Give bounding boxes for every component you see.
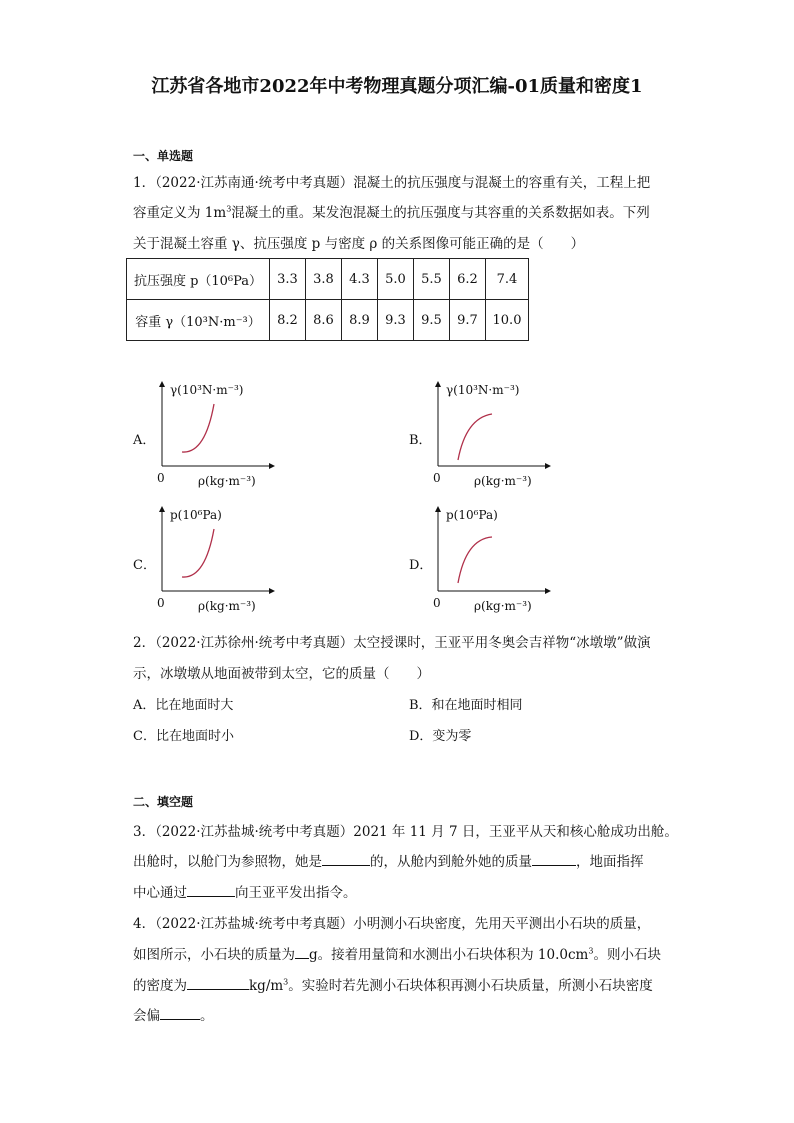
curve-concave-down [458, 414, 492, 460]
table-cell: 6.2 [450, 259, 486, 300]
q2-option-b[interactable]: B．和在地面时相同 [409, 698, 523, 713]
q4-line2: 如图所示，小石块的质量为 g。接着用量筒和水测出小石块体积为 $10.0cm^3$。则小石块 [133, 943, 661, 963]
blank-input[interactable] [160, 1005, 200, 1020]
q3-line2: 出舱时，以舱门为参照物，她是 的，从舱内到舱外她的质量 ，地面指挥 [133, 850, 644, 870]
section-heading-fill-blank: 二、填空题 [133, 795, 194, 809]
table-row [127, 259, 529, 300]
data-table [126, 258, 529, 341]
table-cell: 3.3 [270, 259, 306, 300]
x-axis-label: ρ(kg·m⁻³) [198, 599, 256, 613]
curve-concave-up [182, 404, 214, 452]
y-axis-label: p(10⁶Pa) [170, 508, 222, 522]
table-cell: 9.5 [414, 300, 450, 341]
q2-line1: 2．（2022·江苏徐州·统考中考真题）太空授课时，王亚平用冬奥会吉祥物“冰墩墩”做演 [133, 635, 651, 651]
origin-label: 0 [157, 471, 165, 485]
table-cell: 9.7 [450, 300, 486, 341]
blank-input[interactable] [187, 975, 249, 990]
x-axis-label: ρ(kg·m⁻³) [474, 474, 532, 488]
q4-line4: 会偏 。 [133, 1004, 214, 1024]
blank-input[interactable] [532, 851, 576, 866]
q1-line3: 关于混凝土容重 γ、抗压强度 p 与密度 ρ 的关系图像可能正确的是（ ） [133, 236, 585, 252]
option-d-graph[interactable] [426, 503, 556, 618]
curve-concave-up [182, 529, 214, 577]
q4-line3: 的密度为 $kg/m^3$。实验时若先测小石块体积再测小石块质量，所测小石块密度 [133, 974, 653, 994]
table-cell: 3.8 [306, 259, 342, 300]
option-b-label[interactable]: B． [409, 433, 432, 448]
blank-input[interactable] [322, 851, 370, 866]
option-d-label[interactable]: D． [409, 558, 433, 573]
option-b-graph[interactable] [426, 378, 556, 493]
q4-line1: 4．（2022·江苏盐城·统考中考真题）小明测小石块密度，先用天平测出小石块的质量， [133, 916, 651, 932]
origin-label: 0 [433, 471, 441, 485]
option-a-label[interactable]: A． [133, 433, 156, 448]
origin-label: 0 [157, 596, 165, 610]
section-heading-single-choice: 一、单选题 [133, 149, 194, 163]
table-row [127, 300, 529, 341]
table-cell: 8.2 [270, 300, 306, 341]
q1-line2: 容重定义为 $1m^3$混凝土的重。某发泡混凝土的抗压强度与其容重的关系数据如表。下列 [133, 204, 650, 221]
origin-label: 0 [433, 596, 441, 610]
table-cell: 7.4 [486, 259, 529, 300]
q2-option-a[interactable]: A．比在地面时大 [133, 698, 234, 713]
q2-option-d[interactable]: D．变为零 [409, 729, 472, 744]
option-c-graph[interactable] [150, 503, 280, 618]
q2-option-c[interactable]: C．比在地面时小 [133, 729, 234, 744]
q3-line3: 中心通过 向王亚平发出指令。 [133, 881, 357, 901]
y-axis-label: p(10⁶Pa) [446, 508, 498, 522]
q2-line2: 示，冰墩墩从地面被带到太空，它的质量（ ） [133, 666, 430, 682]
table-cell: 8.9 [342, 300, 378, 341]
option-c-label[interactable]: C． [133, 558, 156, 573]
y-axis-label: γ(10³N·m⁻³) [170, 383, 244, 397]
table-cell: 4.3 [342, 259, 378, 300]
table-row-label: 容重 γ（10³N·m⁻³） [127, 300, 270, 341]
table-cell: 10.0 [486, 300, 529, 341]
table-cell: 5.0 [378, 259, 414, 300]
option-a-graph[interactable] [150, 378, 280, 493]
x-axis-label: ρ(kg·m⁻³) [198, 474, 256, 488]
blank-input[interactable] [295, 944, 309, 959]
y-axis-label: γ(10³N·m⁻³) [446, 383, 520, 397]
table-cell: 8.6 [306, 300, 342, 341]
table-row-label: 抗压强度 p（10⁶Pa） [127, 259, 270, 300]
x-axis-label: ρ(kg·m⁻³) [474, 599, 532, 613]
table-cell: 5.5 [414, 259, 450, 300]
q3-line1: 3．（2022·江苏盐城·统考中考真题）2021 年 11 月 7 日，王亚平从天和核心舱成功出舱。 [133, 824, 678, 840]
table-cell: 9.3 [378, 300, 414, 341]
curve-concave-down [458, 537, 492, 583]
blank-input[interactable] [187, 882, 235, 897]
page-title: 江苏省各地市2022年中考物理真题分项汇编-01质量和密度1 [151, 76, 643, 97]
q1-line1: 1．（2022·江苏南通·统考中考真题）混凝土的抗压强度与混凝土的容重有关，工程上把 [133, 175, 651, 191]
